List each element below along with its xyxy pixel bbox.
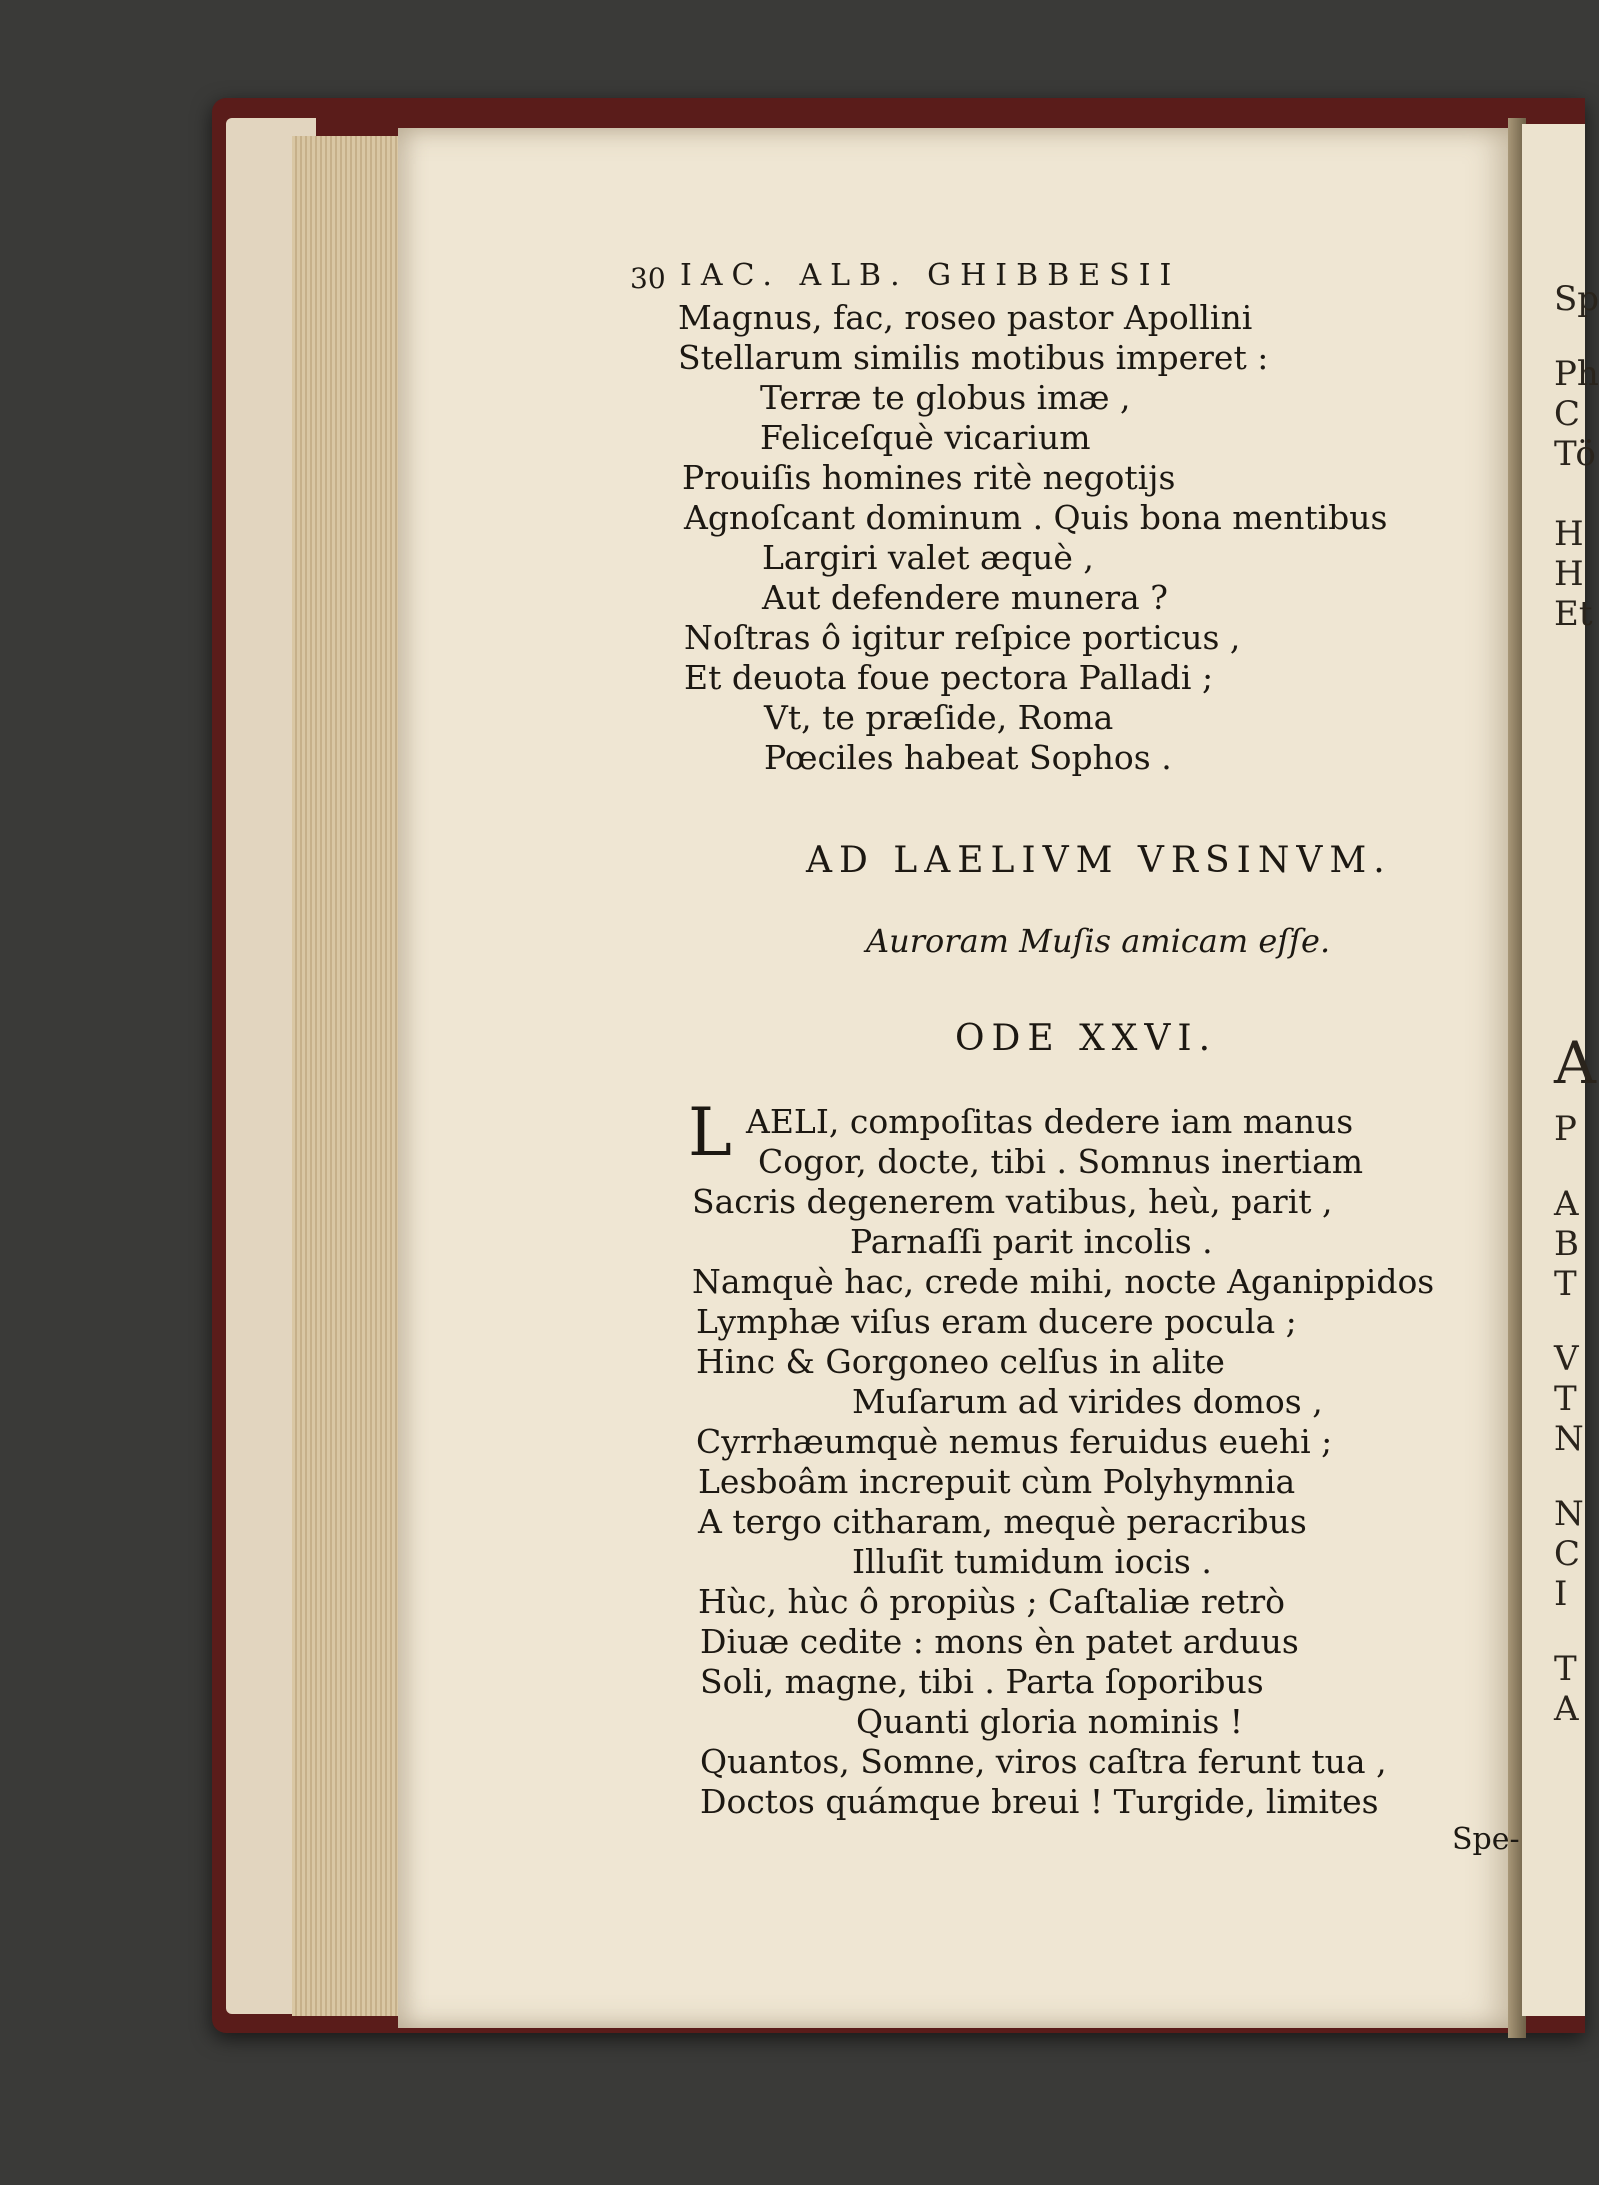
ode-subtitle: Auroram Muſis amicam eſſe. <box>866 922 1331 960</box>
facing-fragment: H <box>1554 554 1584 594</box>
verse-line: Cogor, docte, tibi . Somnus inertiam <box>758 1142 1364 1181</box>
facing-fragment: N <box>1554 1419 1584 1459</box>
drop-cap: L <box>688 1094 732 1171</box>
verse-line: Noſtras ô igitur reſpice porticus , <box>684 618 1241 657</box>
verse-line: Cyrrhæumquè nemus feruidus euehi ; <box>696 1422 1333 1461</box>
verse-line: Sacris degenerem vatibus, heù, parit , <box>692 1182 1333 1221</box>
verse-line: Vt, te præſide, Roma <box>764 698 1114 737</box>
verse-line: Muſarum ad virides domos , <box>852 1382 1323 1421</box>
ode-title: AD LAELIVM VRSINVM. <box>806 840 1392 881</box>
verse-line: Agnoſcant dominum . Quis bona mentibus <box>684 498 1388 537</box>
verse-line: Largiri valet æquè , <box>762 538 1094 577</box>
verse-line: Parnaſſi parit incolis . <box>850 1222 1213 1261</box>
facing-fragment: Sp <box>1554 279 1599 319</box>
facing-fragment: A <box>1554 1029 1596 1097</box>
facing-fragment: B <box>1554 1224 1579 1264</box>
facing-fragment: T <box>1554 1649 1577 1689</box>
ode-number: ODE XXVI. <box>955 1018 1218 1059</box>
verse-line: Hùc, hùc ô propiùs ; Caſtaliæ retrò <box>698 1582 1285 1621</box>
facing-fragment: T <box>1554 1264 1577 1304</box>
verse-line: Terræ te globus imæ , <box>760 378 1131 417</box>
facing-fragment: I <box>1554 1574 1568 1614</box>
verse-line: Magnus, fac, roseo pastor Apollini <box>678 298 1253 337</box>
facing-fragment: V <box>1554 1339 1579 1379</box>
verse-line: Pœciles habeat Sophos . <box>764 738 1172 777</box>
facing-fragment: Tö <box>1554 434 1596 474</box>
verse-line: Et deuota foue pectora Palladi ; <box>684 658 1214 697</box>
verse-line: Quantos, Somne, viros caſtra ferunt tua , <box>700 1742 1387 1781</box>
verse-line: Doctos quámque breui ! Turgide, limites <box>700 1782 1379 1821</box>
verse-line: Namquè hac, crede mihi, nocte Aganippidos <box>692 1262 1435 1301</box>
catchword: Spe- <box>1452 1822 1520 1857</box>
running-head: IAC. ALB. GHIBBESII <box>680 258 1181 293</box>
verse-line: Soli, magne, tibi . Parta ſoporibus <box>700 1662 1264 1701</box>
verse-line: Hinc & Gorgoneo celſus in alite <box>696 1342 1225 1381</box>
facing-fragment: C <box>1554 394 1581 434</box>
facing-fragment: H <box>1554 514 1584 554</box>
verse-line: Quanti gloria nominis ! <box>856 1702 1244 1741</box>
verse-line: Stellarum similis motibus imperet : <box>678 338 1269 377</box>
facing-fragment: N <box>1554 1494 1584 1534</box>
facing-fragment: C <box>1554 1534 1581 1574</box>
page-number: 30 <box>630 262 666 295</box>
verse-line: Prouiſis homines ritè negotijs <box>682 458 1176 497</box>
verse-line: AELI, compoſitas dedere iam manus <box>746 1102 1354 1141</box>
facing-fragment: T <box>1554 1379 1577 1419</box>
facing-fragment: P <box>1554 1109 1577 1149</box>
verse-line: Lymphæ viſus eram ducere pocula ; <box>696 1302 1297 1341</box>
verse-line: Feliceſquè vicarium <box>760 418 1091 457</box>
facing-fragment: A <box>1554 1184 1579 1224</box>
verse-line: Aut defendere munera ? <box>762 578 1168 617</box>
verse-line: A tergo citharam, mequè peracribus <box>698 1502 1307 1541</box>
verse-line: Diuæ cedite : mons èn patet arduus <box>700 1622 1299 1661</box>
verse-line: Lesboâm increpuit cùm Polyhymnia <box>698 1462 1296 1501</box>
verse-line: Illuſit tumidum iocis . <box>852 1542 1212 1581</box>
facing-fragment: A <box>1554 1689 1579 1729</box>
facing-fragment: Et <box>1554 594 1593 634</box>
page-edges <box>292 136 402 2016</box>
facing-fragment: Ph <box>1554 354 1599 394</box>
facing-page <box>1522 124 1599 2016</box>
